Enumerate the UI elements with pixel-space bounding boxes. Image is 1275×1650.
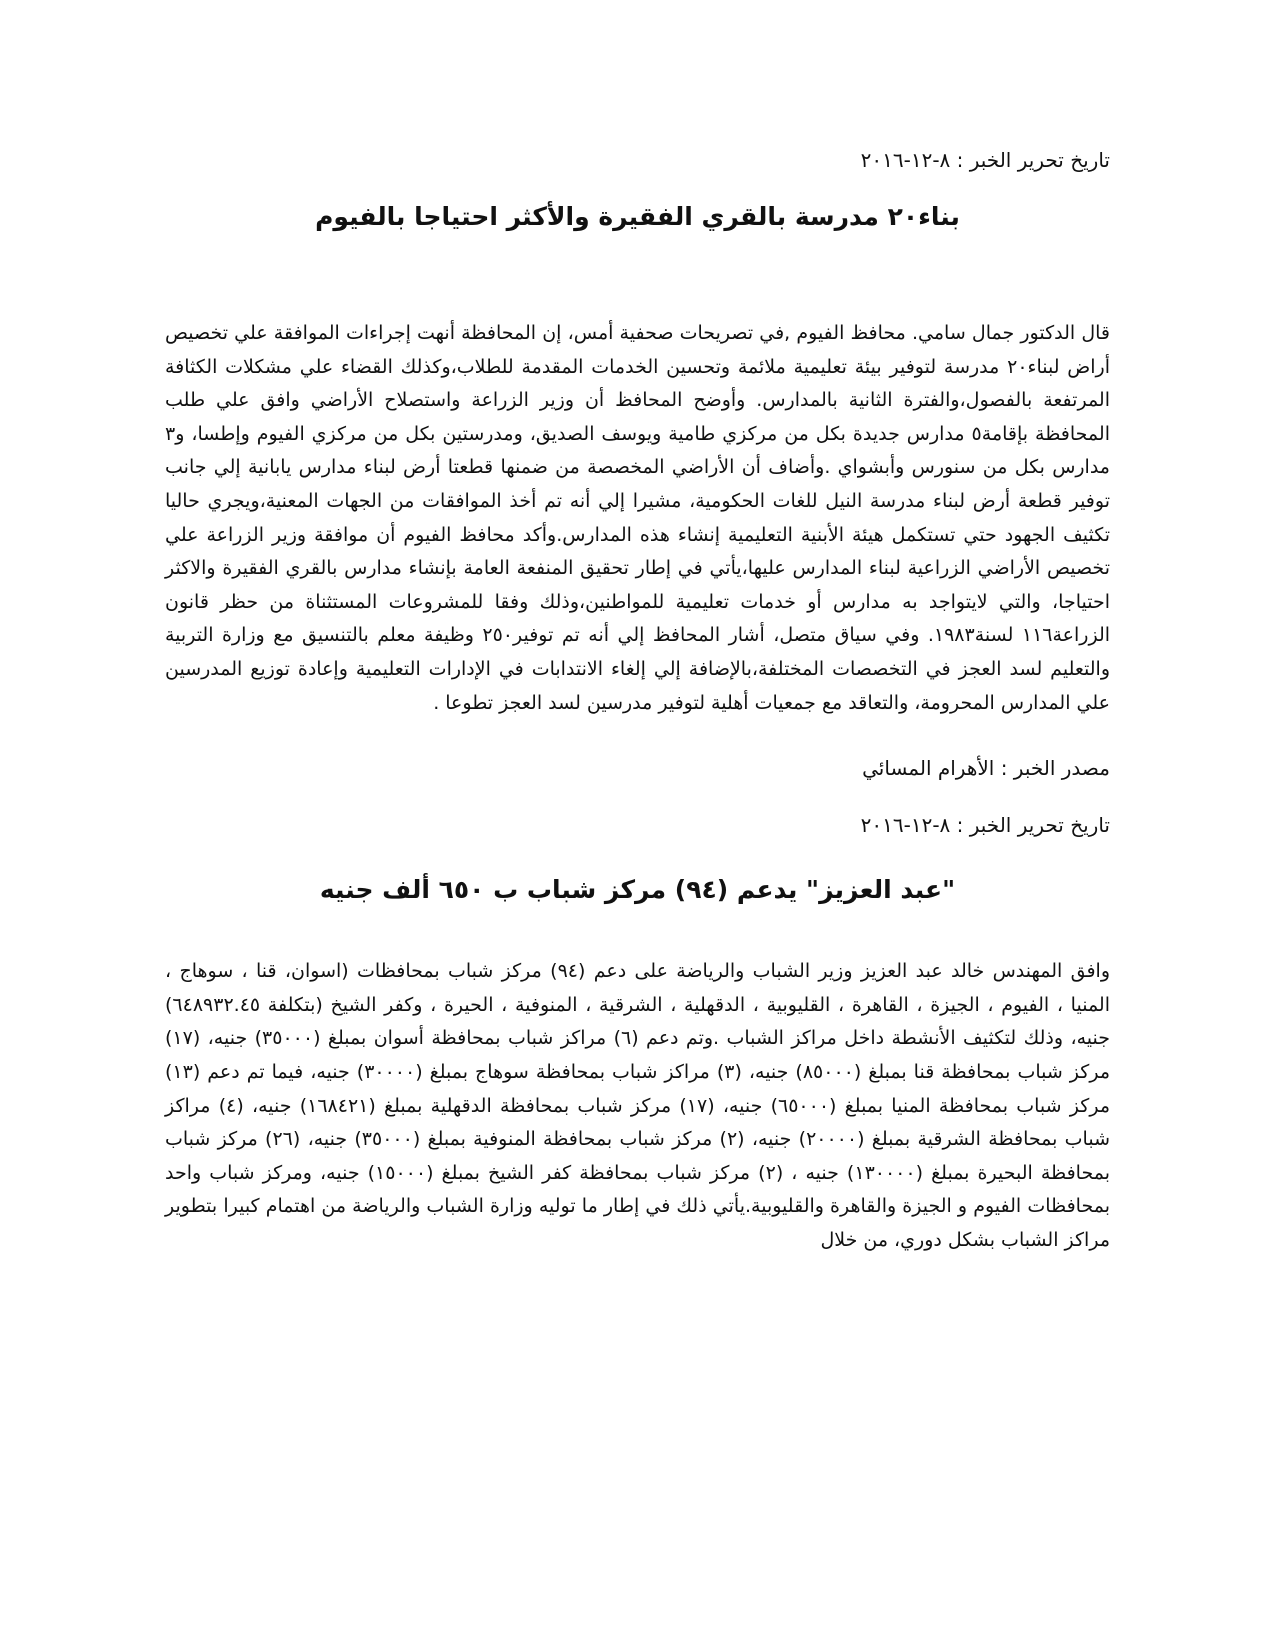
article-headline: "عبد العزيز" يدعم (٩٤) مركز شباب ب ٦٥٠ ألف جنيه (319, 875, 956, 905)
article-headline: بناء٢٠ مدرسة بالقري الفقيرة والأكثر احتياجا بالفيوم (315, 202, 960, 231)
article-source: مصدر الخبر : الأهرام المسائي (862, 756, 1110, 781)
article-body: قال الدكتور جمال سامي. محافظ الفيوم ,في تصريحات صحفية أمس، إن المحافظة أنهت إجراءات الموافقة علي تخصيص أراض لبناء٢٠ مدرسة لتوفير بيئة تعليمية ملائمة وتحسين الخدمات المقدمة للطلاب،وكذلك القضاء علي مشكلات الكثافة المرتفعة بالفصول،والفترة الثانية بالمدارس. وأوضح المحافظ أن وزير الزراعة واستصلاح الأراضي وافق علي طلب المحافظة بإقامة٥ مدارس جديدة بكل من مركزي طامية ويوسف الصديق، ومدرستين بكل من مركزي الفيوم وإطسا، و٣ مدارس بكل من سنورس وأبشواي .وأضاف أن الأراضي المخصصة من ضمنها قطعتا أرض لبناء مدارس يابانية إلي جانب توفير قطعة أرض لبناء مدرسة النيل للغات الحكومية، مشيرا إلي أنه تم أخذ الموافقات من الجهات المعنية،ويجري حاليا تكثيف الجهود حتي تستكمل هيئة الأبنية التعليمية إنشاء هذه المدارس.وأكد محافظ الفيوم أن موافقة وزير الزراعة علي تخصيص الأراضي الزراعية لبناء المدارس عليها،يأتي في إطار تحقيق المنفعة العامة بإنشاء مدارس بالقري الفقيرة والاكثر احتياجا، والتي لايتواجد به مدارس أو خدمات تعليمية للمواطنين،وذلك وفقا للمشروعات المستثناة من حظر قانون الزراعة١١٦ لسنة١٩٨٣. وفي سياق متصل، أشار المحافظ إلي أنه تم توفير٢٥٠ وظيفة معلم بالتنسيق مع وزارة التربية والتعليم لسد العجز في التخصصات المختلفة،بالإضافة إلي إلغاء الانتدابات في الإدارات التعليمية وإعادة توزيع المدرسين علي المدارس المحرومة، والتعاقد مع جمعيات أهلية لتوفير مدرسين لسد العجز تطوعا . (165, 322, 1111, 714)
article-body: وافق المهندس خالد عبد العزيز وزير الشباب والرياضة على دعم (٩٤) مركز شباب بمحافظات (اسوان، قنا ، سوهاج ، المنيا ، الفيوم ، الجيزة ، القاهرة ، القليوبية ، الدقهلية ، الشرقية ، المنوفية ، الحيرة ، وكفر الشيخ (بتكلفة ٦٤٨٩٣٢.٤٥) جنيه، وذلك لتكثيف الأنشطة داخل مراكز الشباب .وتم دعم (٦) مراكز شباب بمحافظة أسوان بمبلغ (٣٥٠٠٠) جنيه، (١٧) مركز شباب بمحافظة قنا بمبلغ (٨٥٠٠٠) جنيه، (٣) مراكز شباب بمحافظة سوهاج بمبلغ (٣٠٠٠٠) جنيه، فيما تم دعم (١٣) مركز شباب بمحافظة المنيا بمبلغ (٦٥٠٠٠) جنيه، (١٧) مركز شباب بمحافظة الدقهلية بمبلغ (١٦٨٤٢١) جنيه، (٤) مراكز شباب بمحافظة الشرقية بمبلغ (٢٠٠٠٠) جنيه، (٢) مركز شباب بمحافظة المنوفية بمبلغ (٣٥٠٠٠) جنيه، (٢٦) مركز شباب بمحافظة البحيرة بمبلغ (١٣٠٠٠٠) جنيه ، (٢) مركز شباب بمحافظة كفر الشيخ بمبلغ (١٥٠٠٠) جنيه، ومركز شباب واحد بمحافظات الفيوم و الجيزة والقاهرة والقليوبية.يأتي ذلك في إطار ما توليه وزارة الشباب والرياضة من اهتمام كبيرا بتطوير مراكز الشباب بشكل دوري، من خلال (165, 960, 1111, 1251)
article-date: تاريخ تحرير الخبر : ٨-١٢-٢٠١٦ (860, 148, 1110, 172)
article-date: تاريخ تحرير الخبر : ٨-١٢-٢٠١٦ (860, 813, 1110, 838)
document-page (165, 135, 1110, 1257)
